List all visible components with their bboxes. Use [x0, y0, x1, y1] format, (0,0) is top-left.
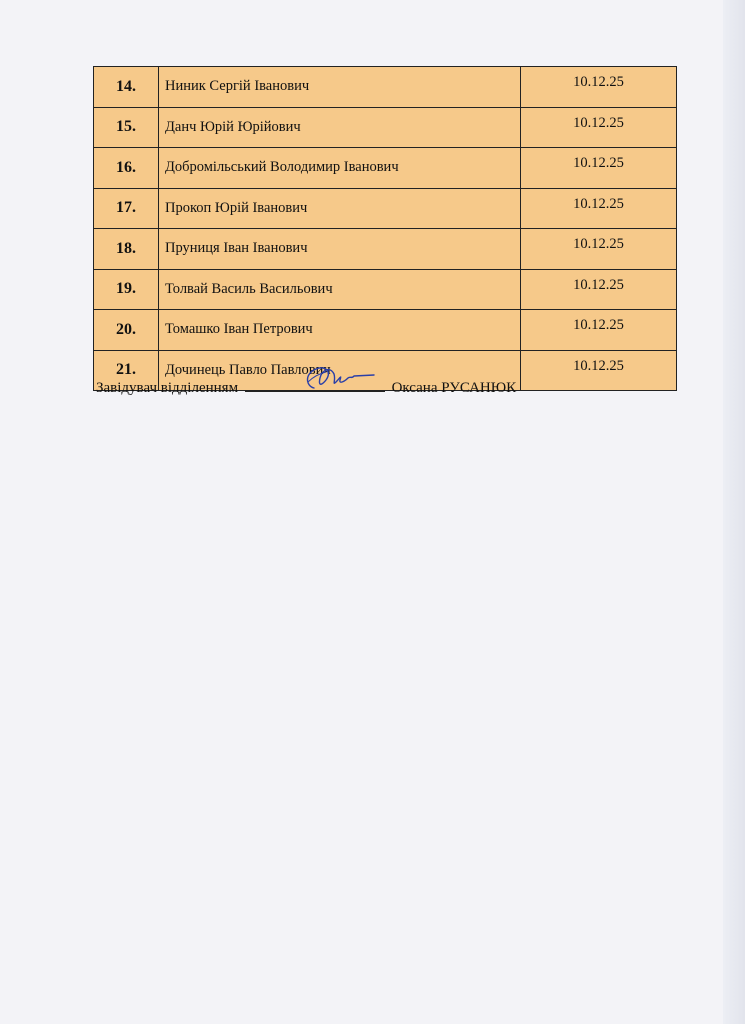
row-name: Прокоп Юрій Іванович	[159, 188, 521, 229]
row-number: 16.	[94, 148, 159, 189]
handwritten-signature	[296, 360, 386, 394]
staff-table	[93, 66, 677, 391]
row-name: Толвай Василь Васильович	[159, 269, 521, 310]
row-name: Данч Юрій Юрійович	[159, 107, 521, 148]
row-number: 17.	[94, 188, 159, 229]
table-row	[94, 148, 677, 189]
row-date: 10.12.25	[521, 350, 677, 391]
table-row	[94, 269, 677, 310]
row-name: Добромільський Володимир Іванович	[159, 148, 521, 189]
row-number: 20.	[94, 310, 159, 351]
table-row	[94, 188, 677, 229]
row-number: 15.	[94, 107, 159, 148]
row-name: Ниник Сергій Іванович	[159, 67, 521, 108]
row-date: 10.12.25	[521, 188, 677, 229]
row-number: 18.	[94, 229, 159, 270]
row-name: Томашко Іван Петрович	[159, 310, 521, 351]
row-name: Дочинець Павло Павлович	[159, 350, 521, 391]
table-row	[94, 310, 677, 351]
page-edge-shadow	[723, 0, 745, 1024]
row-date: 10.12.25	[521, 148, 677, 189]
row-date: 10.12.25	[521, 67, 677, 108]
row-date: 10.12.25	[521, 269, 677, 310]
table-row	[94, 229, 677, 270]
table-row	[94, 67, 677, 108]
table-row	[94, 107, 677, 148]
row-name: Пруниця Іван Іванович	[159, 229, 521, 270]
row-number: 19.	[94, 269, 159, 310]
row-number: 21.	[94, 350, 159, 391]
row-date: 10.12.25	[521, 107, 677, 148]
row-date: 10.12.25	[521, 310, 677, 351]
position-title: Завідувач відділенням	[96, 380, 239, 396]
row-number: 14.	[94, 67, 159, 108]
row-date: 10.12.25	[521, 229, 677, 270]
signatory-name: Оксана РУСАНЮК	[391, 380, 517, 396]
